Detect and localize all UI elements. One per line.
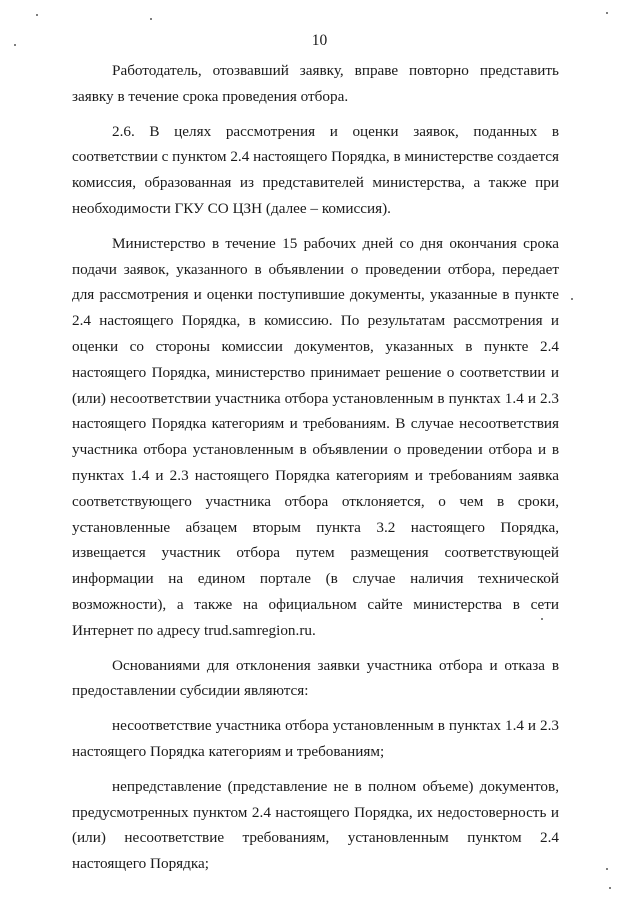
- paragraph-withdrawn-application: Работодатель, отозвавший заявку, вправе повторно представить заявку в течение срока проведения отбора.: [72, 62, 559, 105]
- scan-speck: [571, 298, 573, 300]
- scan-speck: [606, 868, 608, 870]
- scan-speck: [150, 18, 152, 20]
- scan-speck: [609, 887, 611, 889]
- paragraph-ministry-review: Министерство в течение 15 рабочих дней со дня окончания срока подачи заявок, указанного в объявлении о проведении отбора, передает для рассмотрения и оценки поступившие документы, указанные в пункте 2.4 настоящего Порядка, в комиссию. По результатам рассмотрения и оценки со стороны комиссии документов, указанных в пункте 2.4 настоящего Порядка, министерство принимает решение о соответствии и (или) несоответствии участника отбора установленным в пунктах 1.4 и 2.3 настоящего Порядка категориям и требованиям. В случае несоответствия участника отбора установленным в объявлении о проведении отбора и в пунктах 1.4 и 2.3 настоящего Порядка категориям и требованиям заявка соответствующего участника отбора отклоняется, о чем в сроки, установленные абзацем вторым пункта 3.2 настоящего Порядка, извещается участник отбора путем размещения соответствующей информации на едином портале (в случае наличия технической возможности), а также на официальном сайте министерства в сети Интернет по адресу trud.samregion.ru.: [72, 234, 559, 639]
- paragraph-2-6-commission: 2.6. В целях рассмотрения и оценки заявок, поданных в соответствии с пунктом 2.4 настоящего Порядка, в министерстве создается комиссия, образованная из представителей министерства, а также при необходимости ГКУ СО ЦЗН (далее – комиссия).: [72, 122, 559, 217]
- page-number: 10: [311, 32, 328, 49]
- scan-speck: [606, 12, 608, 14]
- scan-speck: [36, 14, 38, 16]
- document-body: [72, 58, 559, 877]
- paragraph-grounds-for-rejection: Основаниями для отклонения заявки участника отбора и отказа в предоставлении субсидии являются:: [72, 656, 559, 700]
- list-item-category-mismatch: несоответствие участника отбора установленным в пунктах 1.4 и 2.3 настоящего Порядка категориям и требованиям;: [72, 717, 559, 760]
- scan-speck: [541, 618, 543, 620]
- list-item-missing-documents: непредставление (представление не в полном объеме) документов, предусмотренных пунктом 2.4 настоящего Порядка, их недостоверность и (или) несоответствие требованиям, установленным пунктом 2.4 настоящего Порядка;: [72, 777, 559, 873]
- scan-speck: [14, 44, 16, 46]
